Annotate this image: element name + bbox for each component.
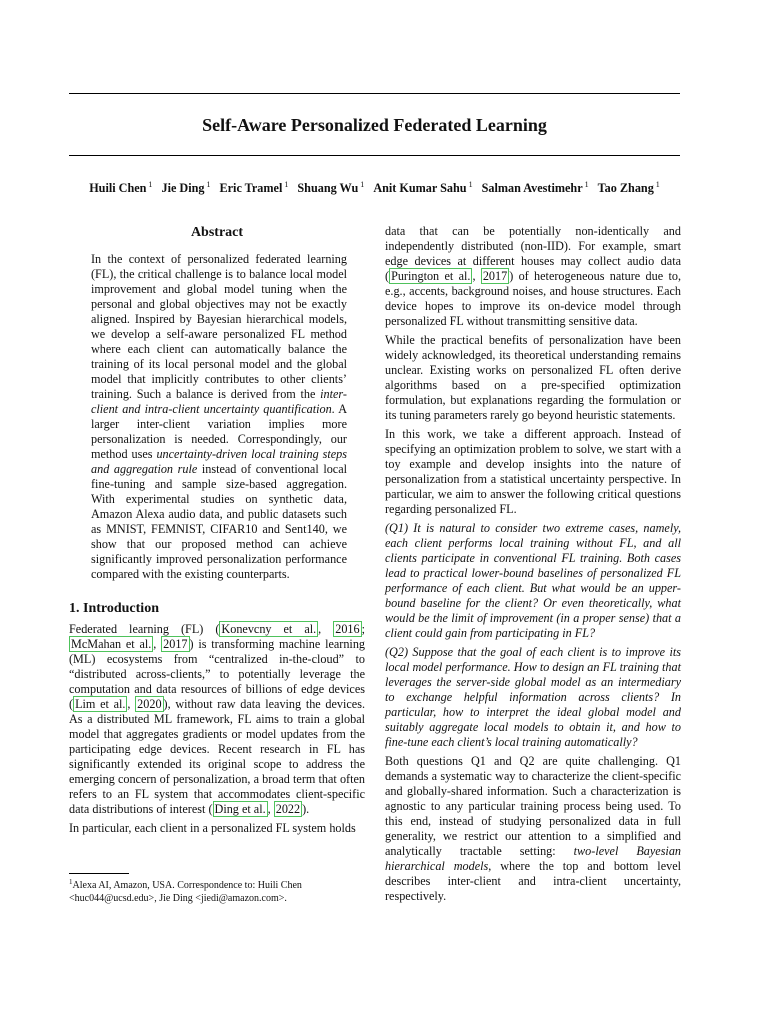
intro-paragraph-5: In this work, we take a different approach. Instead of specifying an optimization problem to solve, we start with a toy example and develop insights into the nature of personalization from a statistical uncertainty perspective. In particular, we aim to answer the following critical questions regarding personalized FL. (385, 427, 681, 516)
author-affiliation: 1 (468, 180, 473, 189)
citation-link[interactable]: McMahan et al. (71, 637, 152, 651)
footnote-mark: 1 (69, 878, 73, 886)
author (482, 180, 589, 196)
citation-link[interactable]: 2017 (482, 269, 508, 283)
author (373, 180, 472, 196)
intro-paragraph-6: Both questions Q1 and Q2 are quite challenging. Q1 demands a systematic way to characterize the client-specific and globally-shared information. Such a characterization is agnostic to any particular training process being used. To this end, instead of studying personalized data in full generality, we restrict our attention to a simplified and analytically tractable setting: two-level Bayesian hierarchical models, where the top and bottom level describes inter-client and intra-client uncertainty, respectively. (385, 754, 682, 903)
left-column (69, 224, 365, 840)
author (297, 180, 364, 196)
citation-link[interactable]: 2016 (335, 622, 360, 636)
author-list (69, 180, 680, 196)
title-rule-top (69, 93, 680, 94)
author-affiliation: 1 (284, 180, 289, 189)
author-affiliation: 1 (655, 180, 660, 189)
intro-paragraph-4: While the practical benefits of personalization have been widely acknowledged, its theoretical understanding remains unclear. Existing works on personalized FL often derive algorithms based on a pre-specified optimization formulation, but explanations regarding the formulation or its tuning parameters rarely go beyond heuristic statements. (385, 333, 681, 422)
intro-paragraph-2: In particular, each client in a personalized FL system holds (69, 821, 356, 835)
author (89, 180, 152, 196)
paper-title: Self-Aware Personalized Federated Learning (202, 115, 547, 135)
author-name: Anit Kumar Sahu (373, 181, 467, 195)
question-q2: (Q2) Suppose that the goal of each client is to improve its local model performance. How to design an FL training that leverages the server-side global model as an intermediary to exchange helpful information across clients? In particular, how to interpret the ideal global model and suitably aggregate local models to obtain it, and how to fine-tune each client’s local training automatically? (385, 645, 681, 749)
intro-paragraph-1: Federated learning (FL) ( Konevcny et al. , 2016 ; McMahan et al. , 2017 ) is transforming machine learning (ML) ecosystems from “centralized in-the-cloud” to “distributed across-clients,” to potentially leverage the computation and data resources of billions of edge devices ( Lim et al. , 2020 ), without raw data leaving the devices. As a distributed ML framework, FL aims to train a global model that aggregates gradients or model updates from the participating edge devices. Recent research in FL has significantly extended its original scope to address the emerging concern of personalization, a broad term that often refers to an FL system that accommodates client-specific data distributions of interest ( Ding et al. , 2022 ). (69, 622, 366, 816)
abstract-heading: Abstract (190, 225, 244, 240)
footnote-text: Alexa AI, Amazon, USA. Correspondence to: Huili Chen <huc044@ucsd.edu>, Jie Ding <jiedi@amazon.com>. (69, 880, 302, 904)
citation-link[interactable]: 2022 (275, 802, 301, 816)
footnote (69, 876, 365, 905)
author-name: Tao Zhang (597, 181, 654, 195)
question-q1: (Q1) It is natural to consider two extreme cases, namely, each client performs local training without FL, and all clients participate in conventional FL training. Both cases lead to practical lower-bound baselines of personalized FL performance of each client. But what would be an upper-bound baseline for the client? Or even theoretically, what would be the limit of improvement (in a proper sense) that a client could gain from participating in FL? (385, 521, 681, 640)
author-name: Eric Tramel (219, 181, 283, 195)
footnote-rule (69, 873, 129, 874)
citation-link[interactable]: Konevcny et al. (221, 622, 317, 636)
author-name: Jie Ding (161, 181, 205, 195)
citation-link[interactable]: Lim et al. (75, 697, 126, 711)
author (220, 180, 289, 196)
citation-link[interactable]: Ding et al. (214, 802, 266, 816)
author (598, 180, 660, 196)
author (161, 180, 210, 196)
section-heading-introduction: 1. Introduction (69, 601, 159, 616)
author-name: Shuang Wu (297, 181, 359, 195)
author-affiliation: 1 (360, 180, 365, 189)
author-affiliation: 1 (206, 180, 211, 189)
abstract-text: In the context of personalized federated learning (FL), the critical challenge is to balance local model improvement and global model tuning when the personal and global objectives may not be exactly aligned. Inspired by Bayesian hierarchical models, we develop a self-aware personalized FL method where each client can automatically balance the training of its local personal model and the global model that implicitly contributes to other clients’ training. Such a balance is derived from the inter-client and intra-client uncertainty quantification. A larger inter-client variation implies more personalization is needed. Correspondingly, our method uses uncertainty-driven local training steps and aggregation rule instead of conventional local fine-tuning and sample size-based aggregation. With experimental studies on synthetic data, Amazon Alexa audio data, and public datasets such as MNIST, FEMNIST, CIFAR10 and Sent140, we show that our proposed method can achieve significantly improved personalization performance compared with the existing counterparts. (91, 252, 348, 581)
citation-link[interactable]: Purington et al. (391, 269, 471, 283)
author-affiliation: 1 (584, 180, 589, 189)
citation-link[interactable]: 2017 (163, 637, 188, 651)
title-rule-bottom (69, 155, 680, 156)
author-affiliation: 1 (148, 180, 153, 189)
author-name: Huili Chen (89, 181, 147, 195)
intro-paragraph-3: data that can be potentially non-identically and independently distributed (non-IID). For example, smart edge devices at different houses may collect audio data ( Purington et al. , 2017 ) of heterogeneous nature due to, e.g., accents, background noises, and house structures. Each device hopes to improve its on-device model through personalized FL without transmitting sensitive data. (385, 224, 681, 328)
right-column (385, 224, 681, 908)
author-name: Salman Avestimehr (481, 181, 583, 195)
citation-link[interactable]: 2020 (137, 697, 162, 711)
